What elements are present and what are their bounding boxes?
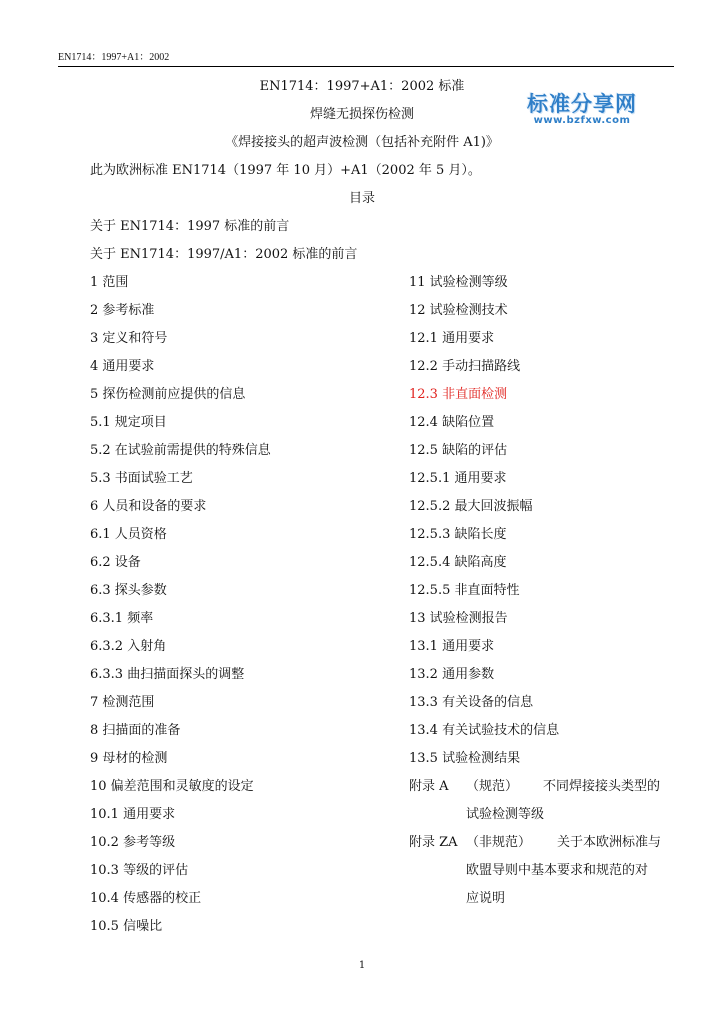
intro-paragraph: 此为欧洲标准 EN1714（1997 年 10 月）+A1（2002 年 5 月）。 — [90, 163, 481, 178]
toc-item: 6.1 人员资格 — [90, 527, 167, 542]
toc-item: 10.5 信噪比 — [90, 919, 163, 934]
toc-item: 5.3 书面试验工艺 — [90, 471, 193, 486]
toc-item: 5.2 在试验前需提供的特殊信息 — [90, 443, 271, 458]
toc-heading: 目录 — [348, 191, 375, 206]
toc-item: 6.2 设备 — [90, 555, 141, 570]
toc-item: 12.5.2 最大回波振幅 — [409, 499, 533, 514]
toc-item: 10 偏差范围和灵敏度的设定 — [90, 779, 254, 794]
toc-item: 10.1 通用要求 — [90, 807, 176, 822]
watermark-url: www.bzfxw.com — [533, 115, 631, 126]
toc-foreword-1: 关于 EN1714：1997 标准的前言 — [90, 219, 290, 234]
toc-item: 13.2 通用参数 — [409, 667, 495, 682]
toc-item: 13.4 有关试验技术的信息 — [409, 723, 560, 738]
title-line-1: EN1714：1997+A1：2002 标准 — [259, 79, 465, 94]
toc-item: 11 试验检测等级 — [409, 275, 508, 290]
toc-item: 12.1 通用要求 — [409, 331, 495, 346]
toc-item: 1 范围 — [90, 275, 129, 290]
annex-za-type: （非规范） — [466, 835, 532, 850]
toc-item: 12.5 缺陷的评估 — [409, 443, 508, 458]
annex-a-type: （规范） — [466, 779, 519, 794]
title-line-3: 《焊接接头的超声波检测（包括补充附件 A1)》 — [225, 135, 499, 150]
toc-item: 13.5 试验检测结果 — [409, 751, 521, 766]
toc-item: 6.3 探头参数 — [90, 583, 167, 598]
toc-item: 13.1 通用要求 — [409, 639, 495, 654]
toc-item: 6.3.2 入射角 — [90, 639, 167, 654]
annex-za-title-2: 欧盟导则中基本要求和规范的对 — [466, 863, 649, 878]
page-number: 1 — [358, 960, 366, 971]
header-rule — [58, 66, 674, 67]
toc-item: 6 人员和设备的要求 — [90, 499, 207, 514]
watermark-logo — [520, 92, 644, 126]
toc-item: 12.5.1 通用要求 — [409, 471, 507, 486]
toc-item: 5 探伤检测前应提供的信息 — [90, 387, 246, 402]
annex-za-title-3: 应说明 — [466, 891, 506, 906]
title-line-2: 焊缝无损探伤检测 — [309, 107, 414, 122]
annex-a-label: 附录 A — [409, 779, 449, 794]
toc-item: 12.5.5 非直面特性 — [409, 583, 520, 598]
toc-item: 7 检测范围 — [90, 695, 155, 710]
toc-item: 10.4 传感器的校正 — [90, 891, 202, 906]
annex-a-title-2: 试验检测等级 — [466, 807, 545, 822]
toc-item: 8 扫描面的准备 — [90, 723, 181, 738]
annex-za-label: 附录 ZA — [409, 835, 458, 850]
toc-item: 12.4 缺陷位置 — [409, 415, 495, 430]
toc-item: 6.3.3 曲扫描面探头的调整 — [90, 667, 245, 682]
toc-item: 3 定义和符号 — [90, 331, 168, 346]
toc-item: 9 母材的检测 — [90, 751, 168, 766]
running-header: EN1714：1997+A1：2002 — [58, 52, 170, 63]
toc-item: 5.1 规定项目 — [90, 415, 167, 430]
toc-item: 13.3 有关设备的信息 — [409, 695, 534, 710]
toc-item: 2 参考标准 — [90, 303, 155, 318]
annex-a-title-1: 不同焊接接头类型的 — [543, 779, 661, 794]
toc-item: 12.2 手动扫描路线 — [409, 359, 521, 374]
toc-item: 12.5.3 缺陷长度 — [409, 527, 507, 542]
toc-item: 12.3 非直面检测 — [409, 387, 508, 402]
watermark-name: 标准分享网 — [527, 92, 637, 116]
toc-item: 10.3 等级的评估 — [90, 863, 189, 878]
toc-item: 4 通用要求 — [90, 359, 155, 374]
toc-foreword-2: 关于 EN1714：1997/A1：2002 标准的前言 — [90, 247, 358, 262]
toc-item: 6.3.1 频率 — [90, 611, 154, 626]
toc-item: 12.5.4 缺陷高度 — [409, 555, 507, 570]
toc-item: 13 试验检测报告 — [409, 611, 508, 626]
toc-item: 10.2 参考等级 — [90, 835, 176, 850]
annex-za-title-1: 关于本欧洲标准与 — [557, 835, 662, 850]
toc-item: 12 试验检测技术 — [409, 303, 508, 318]
